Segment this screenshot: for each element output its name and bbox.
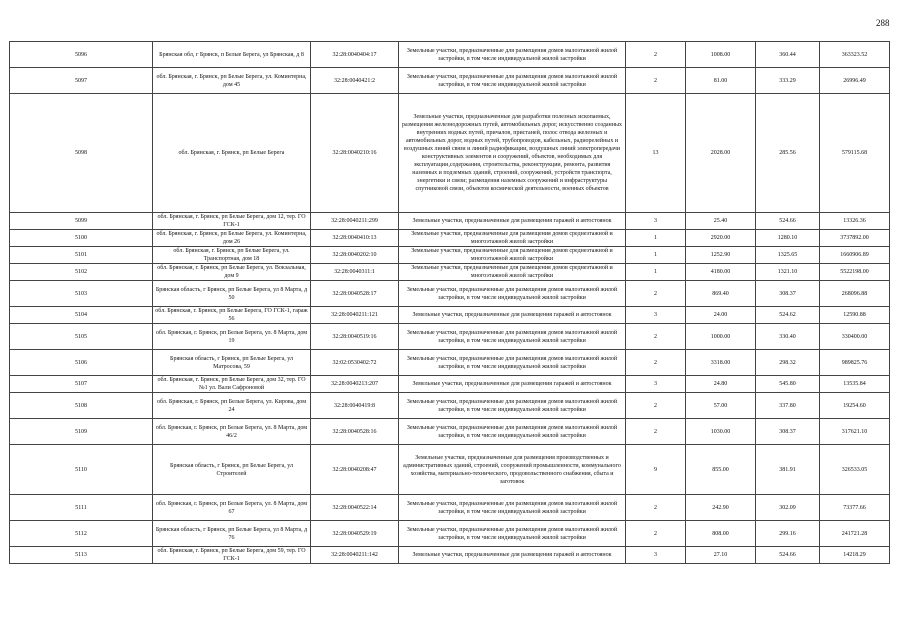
table-row — [10, 393, 890, 419]
row-number: 5099 — [10, 213, 153, 230]
value-cell: 579115.68 — [820, 94, 890, 213]
rate-cell: 299.16 — [756, 521, 820, 547]
address-cell: Брянская область, г Брянск, рп Белые Берега, ул 8 Марта, д 76 — [153, 521, 311, 547]
address-cell: обл. Брянская, г. Брянск, рп Белые Берега, ул. 8 Марта, дом 46/2 — [153, 419, 311, 445]
row-number: 5110 — [10, 445, 153, 495]
group-cell: 2 — [626, 42, 686, 68]
value-cell: 268096.88 — [820, 281, 890, 307]
rate-cell: 308.37 — [756, 419, 820, 445]
area-cell: 855.00 — [686, 445, 756, 495]
row-number: 5106 — [10, 350, 153, 376]
page-number: 288 — [876, 18, 890, 28]
rate-cell: 298.32 — [756, 350, 820, 376]
area-cell: 2920.00 — [686, 230, 756, 247]
cadastral-number-cell: 32:28:0040529:19 — [311, 521, 399, 547]
area-cell: 2028.00 — [686, 94, 756, 213]
value-cell: 14218.29 — [820, 547, 890, 564]
cadastral-number-cell: 32:28:0040404:17 — [311, 42, 399, 68]
table-row — [10, 445, 890, 495]
table-row — [10, 376, 890, 393]
table-row — [10, 42, 890, 68]
group-cell: 2 — [626, 350, 686, 376]
table-row — [10, 247, 890, 264]
row-number: 5100 — [10, 230, 153, 247]
address-cell: обл. Брянская, г. Брянск, рп Белые Берега — [153, 94, 311, 213]
row-number: 5109 — [10, 419, 153, 445]
area-cell: 57.00 — [686, 393, 756, 419]
address-cell: Брянская область, г Брянск, рп Белые Берега, ул 8 Марта, д 50 — [153, 281, 311, 307]
row-number: 5102 — [10, 264, 153, 281]
rate-cell: 524.66 — [756, 213, 820, 230]
land-use-cell: Земельные участки, предназначенные для размещения домов малоэтажной жилой застройки, в том числе индивидуальной жилой застройки — [399, 42, 626, 68]
table-row — [10, 521, 890, 547]
land-use-cell: Земельные участки, предназначенные для размещения домов малоэтажной жилой застройки, в том числе индивидуальной жилой застройки — [399, 68, 626, 94]
area-cell: 869.40 — [686, 281, 756, 307]
value-cell: 13326.36 — [820, 213, 890, 230]
land-use-cell: Земельные участки, предназначенные для размещения домов среднеэтажной и многоэтажной жилой застройки — [399, 264, 626, 281]
value-cell: 1660906.89 — [820, 247, 890, 264]
address-cell: Брянская область, г Брянск, рп Белые Берега, ул Матросова, 59 — [153, 350, 311, 376]
row-number: 5105 — [10, 324, 153, 350]
table-row — [10, 307, 890, 324]
table-row — [10, 350, 890, 376]
value-cell: 26996.49 — [820, 68, 890, 94]
cadastral-number-cell: 32:28:0040211:299 — [311, 213, 399, 230]
rate-cell: 285.56 — [756, 94, 820, 213]
cadastral-number-cell: 32:28:0040211:142 — [311, 547, 399, 564]
group-cell: 2 — [626, 324, 686, 350]
value-cell: 989825.76 — [820, 350, 890, 376]
area-cell: 4180.00 — [686, 264, 756, 281]
group-cell: 9 — [626, 445, 686, 495]
value-cell: 5522198.00 — [820, 264, 890, 281]
table-row — [10, 94, 890, 213]
land-use-cell: Земельные участки, предназначенные для размещения домов среднеэтажной и многоэтажной жилой застройки — [399, 247, 626, 264]
group-cell: 2 — [626, 495, 686, 521]
area-cell: 27.10 — [686, 547, 756, 564]
value-cell: 19254.60 — [820, 393, 890, 419]
row-number: 5101 — [10, 247, 153, 264]
rate-cell: 360.44 — [756, 42, 820, 68]
rate-cell: 302.09 — [756, 495, 820, 521]
rate-cell: 381.91 — [756, 445, 820, 495]
land-use-cell: Земельные участки, предназначенные для размещения гаражей и автостоянок — [399, 547, 626, 564]
land-use-cell: Земельные участки, предназначенные для размещения гаражей и автостоянок — [399, 213, 626, 230]
group-cell: 3 — [626, 547, 686, 564]
area-cell: 3318.00 — [686, 350, 756, 376]
rate-cell: 545.80 — [756, 376, 820, 393]
value-cell: 241721.28 — [820, 521, 890, 547]
row-number: 5107 — [10, 376, 153, 393]
land-use-cell: Земельные участки, предназначенные для размещения домов малоэтажной жилой застройки, в том числе индивидуальной жилой застройки — [399, 393, 626, 419]
land-use-cell: Земельные участки, предназначенные для размещения домов среднеэтажной и многоэтажной жилой застройки — [399, 230, 626, 247]
area-cell: 1000.00 — [686, 324, 756, 350]
area-cell: 81.00 — [686, 68, 756, 94]
rate-cell: 1280.10 — [756, 230, 820, 247]
address-cell: обл. Брянская, г. Брянск, рп Белые Берега, дом 12, тер. ГО ГСК-1 — [153, 213, 311, 230]
cadastral-number-cell: 32:28:0040528:16 — [311, 419, 399, 445]
cadastral-number-cell: 32:28:0040208:47 — [311, 445, 399, 495]
row-number: 5097 — [10, 68, 153, 94]
address-cell: Брянская область, г Брянск, рп Белые Берега, ул Строителей — [153, 445, 311, 495]
rate-cell: 1325.65 — [756, 247, 820, 264]
table-row — [10, 547, 890, 564]
value-cell: 13535.84 — [820, 376, 890, 393]
rate-cell: 308.37 — [756, 281, 820, 307]
rate-cell: 330.40 — [756, 324, 820, 350]
rate-cell: 333.29 — [756, 68, 820, 94]
row-number: 5113 — [10, 547, 153, 564]
cadastral-number-cell: 32:28:0040421:2 — [311, 68, 399, 94]
table-row — [10, 230, 890, 247]
rate-cell: 524.62 — [756, 307, 820, 324]
group-cell: 2 — [626, 68, 686, 94]
address-cell: обл. Брянская, г. Брянск, рп Белые Берега, ул. Кирова, дом 24 — [153, 393, 311, 419]
group-cell: 2 — [626, 419, 686, 445]
cadastral-number-cell: 32:28:0040202:10 — [311, 247, 399, 264]
row-number: 5104 — [10, 307, 153, 324]
cadastral-number-cell: 32:28:0040211:121 — [311, 307, 399, 324]
land-use-cell: Земельные участки, предназначенные для разработки полезных ископаемых, размещения железнодорожных путей, автомобильных дорог, искусственно созданных внутренних водных путей, причалов, пристаней, полос отвода железных и автомобильных дорог, водных путей, трубопроводов, кабельных, радиорелейных и воздушных линий связи и линий радиофикации, воздушных линий электропередачи конструктивных элементов и сооружений, объектов, необходимых для эксплуатации,содержания, строительства, реконструкции, ремонта, развития наземных и подземных зданий, строений, сооружений, устройств транспорта, энергетики и связи; размещения наземных сооружений и инфраструктуры спутниковой связи, объектов космической деятельности, военных объектов — [399, 94, 626, 213]
group-cell: 13 — [626, 94, 686, 213]
cadastral-number-cell: 32:28:0040410:13 — [311, 230, 399, 247]
area-cell: 24.00 — [686, 307, 756, 324]
group-cell: 1 — [626, 264, 686, 281]
area-cell: 1008.00 — [686, 42, 756, 68]
address-cell: Брянская обл, г Брянск, п Белые Берега, ул Брянская, д 8 — [153, 42, 311, 68]
table-row — [10, 324, 890, 350]
value-cell: 73377.66 — [820, 495, 890, 521]
land-use-cell: Земельные участки, предназначенные для размещения гаражей и автостоянок — [399, 376, 626, 393]
land-use-cell: Земельные участки, предназначенные для размещения домов малоэтажной жилой застройки, в том числе индивидуальной жилой застройки — [399, 419, 626, 445]
value-cell: 12590.88 — [820, 307, 890, 324]
area-cell: 24.80 — [686, 376, 756, 393]
land-use-cell: Земельные участки, предназначенные для размещения домов малоэтажной жилой застройки, в том числе индивидуальной жилой застройки — [399, 495, 626, 521]
address-cell: обл. Брянская, г. Брянск, рп Белые Берега, ул. 8 Марта, дом 67 — [153, 495, 311, 521]
group-cell: 3 — [626, 213, 686, 230]
value-cell: 317621.10 — [820, 419, 890, 445]
row-number: 5108 — [10, 393, 153, 419]
land-use-cell: Земельные участки, предназначенные для размещения домов малоэтажной жилой застройки, в том числе индивидуальной жилой застройки — [399, 521, 626, 547]
cadastral-number-cell: 32:28:0040210:16 — [311, 94, 399, 213]
group-cell: 3 — [626, 307, 686, 324]
land-use-cell: Земельные участки, предназначенные для размещения домов малоэтажной жилой застройки, в том числе индивидуальной жилой застройки — [399, 324, 626, 350]
row-number: 5098 — [10, 94, 153, 213]
address-cell: обл. Брянская, г. Брянск, рп Белые Берега, ул. Коминтерна, дом 26 — [153, 230, 311, 247]
area-cell: 1252.90 — [686, 247, 756, 264]
land-use-cell: Земельные участки, предназначенные для размещения гаражей и автостоянок — [399, 307, 626, 324]
row-number: 5112 — [10, 521, 153, 547]
address-cell: обл. Брянская, г. Брянск, рп Белые Берега, ул. Вокзальная, дом 9 — [153, 264, 311, 281]
land-use-cell: Земельные участки, предназначенные для размещения домов малоэтажной жилой застройки, в том числе индивидуальной жилой застройки — [399, 281, 626, 307]
address-cell: обл. Брянская, г. Брянск, рп Белые Берега, ул. Коминтерна, дом 45 — [153, 68, 311, 94]
table-row — [10, 495, 890, 521]
group-cell: 3 — [626, 376, 686, 393]
row-number: 5103 — [10, 281, 153, 307]
address-cell: обл. Брянская, г. Брянск, рп Белые Берега, ГО ГСК-1, гараж 56 — [153, 307, 311, 324]
row-number: 5096 — [10, 42, 153, 68]
rate-cell: 524.66 — [756, 547, 820, 564]
area-cell: 242.90 — [686, 495, 756, 521]
group-cell: 1 — [626, 230, 686, 247]
group-cell: 1 — [626, 247, 686, 264]
land-use-cell: Земельные участки, предназначенные для размещения домов малоэтажной жилой застройки, в том числе индивидуальной жилой застройки — [399, 350, 626, 376]
cadastral-number-cell: 32:02:0530402:72 — [311, 350, 399, 376]
group-cell: 2 — [626, 281, 686, 307]
table-row — [10, 419, 890, 445]
cadastral-value-table — [9, 41, 890, 564]
address-cell: обл. Брянская, г. Брянск, рп Белые Берега, ул. Транспортная, дом 18 — [153, 247, 311, 264]
area-cell: 25.40 — [686, 213, 756, 230]
rate-cell: 337.80 — [756, 393, 820, 419]
table-row — [10, 68, 890, 94]
value-cell: 363323.52 — [820, 42, 890, 68]
group-cell: 2 — [626, 393, 686, 419]
cadastral-number-cell: 32:28:0040213:207 — [311, 376, 399, 393]
value-cell: 330400.00 — [820, 324, 890, 350]
value-cell: 326533.05 — [820, 445, 890, 495]
cadastral-number-cell: 32:28:0040528:17 — [311, 281, 399, 307]
cadastral-number-cell: 32:28:0040519:16 — [311, 324, 399, 350]
row-number: 5111 — [10, 495, 153, 521]
area-cell: 808.00 — [686, 521, 756, 547]
address-cell: обл. Брянская, г. Брянск, рп Белые Берега, дом 32, тер. ГО №1 ул. Вали Сафроновой — [153, 376, 311, 393]
table-row — [10, 264, 890, 281]
address-cell: обл. Брянская, г. Брянск, рп Белые Берега, дом 59, тер. ГО ГСК-1 — [153, 547, 311, 564]
table-row — [10, 213, 890, 230]
cadastral-number-cell: 32:28:0040522:14 — [311, 495, 399, 521]
table-row — [10, 281, 890, 307]
group-cell: 2 — [626, 521, 686, 547]
land-use-cell: Земельные участки, предназначенные для размещения производственных и административных зданий, строений, сооружений промышленности, коммунального хозяйства, материально-технического, продовольственного снабжения, сбыта и заготовок — [399, 445, 626, 495]
area-cell: 1030.00 — [686, 419, 756, 445]
value-cell: 3737892.00 — [820, 230, 890, 247]
rate-cell: 1321.10 — [756, 264, 820, 281]
cadastral-number-cell: 32:28:0040311:1 — [311, 264, 399, 281]
address-cell: обл. Брянская, г. Брянск, рп Белые Берега, ул. 8 Марта, дом 19 — [153, 324, 311, 350]
cadastral-number-cell: 32:28:0040419:8 — [311, 393, 399, 419]
